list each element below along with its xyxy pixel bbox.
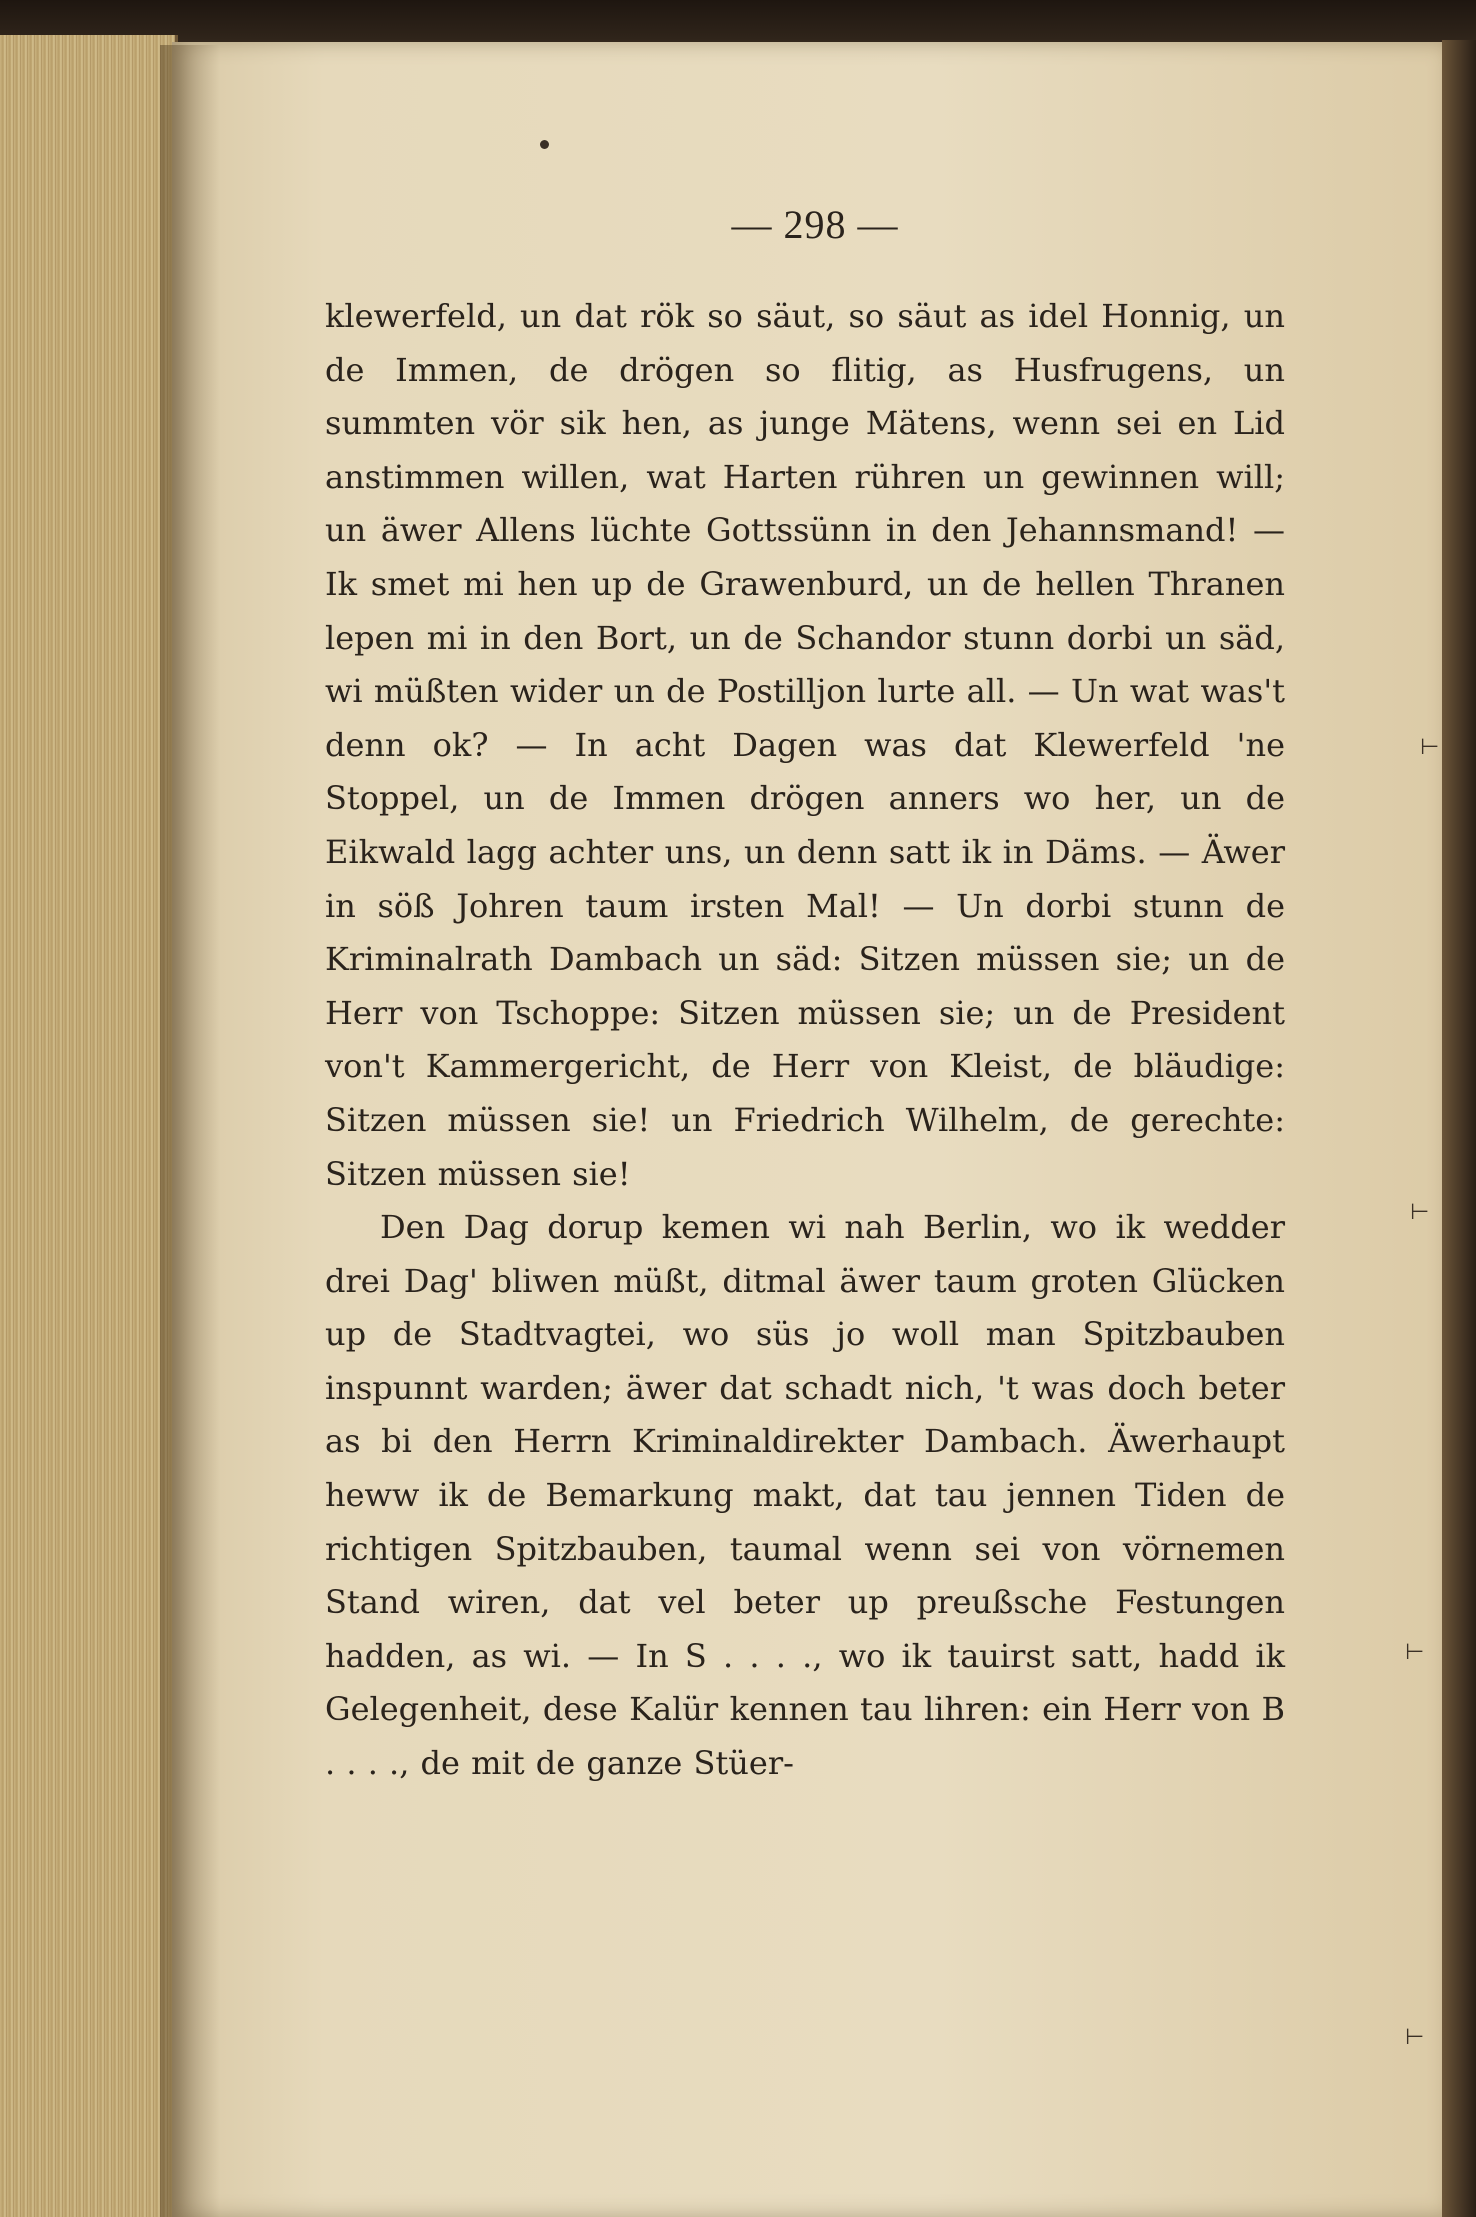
margin-mark-1: ⊢ (1420, 735, 1440, 760)
paragraph-1: klewerfeld, un dat rök so säut, so säut as idel Honnig, un de Immen, de drögen so flitig, as Husfrugens, un summten vör sik hen, as junge Mätens, wenn sei en Lid anstimmen willen, wat Harten rühren un gewinnen will; un äwer Allens lüchte Gottssünn in den Jehannsmand! — Ik smet mi hen up de Grawenburd, un de hellen Thranen lepen mi in den Bort, un de Schandor stunn dorbi un säd, wi müßten wider un de Postilljon lurte all. — Un wat was't denn ok? — In acht Dagen was dat Klewerfeld 'ne Stoppel, un de Immen drögen anners wo her, un de Eikwald lagg achter uns, un denn satt ik in Däms. — Äwer in söß Johren taum irsten Mal! — Un dorbi stunn de Kriminalrath Dambach un säd: Sitzen müssen sie; un de Herr von Tschoppe: Sitzen müssen sie; un de President von't Kammergericht, de Herr von Kleist, de bläudige: Sitzen müssen sie! un Friedrich Wilhelm, de gerechte: Sitzen müssen sie! (325, 297, 1285, 1193)
paragraph-2: Den Dag dorup kemen wi nah Berlin, wo ik wedder drei Dag' bliwen müßt, ditmal äwer taum groten Glücken up de Stadtvagtei, wo süs jo woll man Spitzbauben inspunnt warden; äwer dat schadt nich, 't was doch beter as bi den Herrn Kriminaldirekter Dambach. Äwerhaupt heww ik de Bemarkung makt, dat tau jennen Tiden de richtigen Spitzbauben, taumal wenn sei von vörnemen Stand wiren, dat vel beter up preußsche Festungen hadden, as wi. — In S . . . ., wo ik tauirst satt, hadd ik Gelegenheit, dese Kalür kennen tau lihren: ein Herr von B . . . ., de mit de ganze Stüer- (325, 1208, 1285, 1783)
margin-mark-2: ⊢ (1410, 1200, 1430, 1225)
page-edges (0, 35, 178, 2217)
page-number-header: — 298 — (731, 202, 899, 247)
book-cover-right (1442, 40, 1476, 2217)
ink-dot (540, 140, 549, 149)
margin-mark-3: ⊢ (1405, 1640, 1425, 1665)
page-gutter-shadow (160, 45, 220, 2217)
text-block (325, 200, 1285, 1791)
margin-mark-4: ⊢ (1405, 2025, 1425, 2050)
